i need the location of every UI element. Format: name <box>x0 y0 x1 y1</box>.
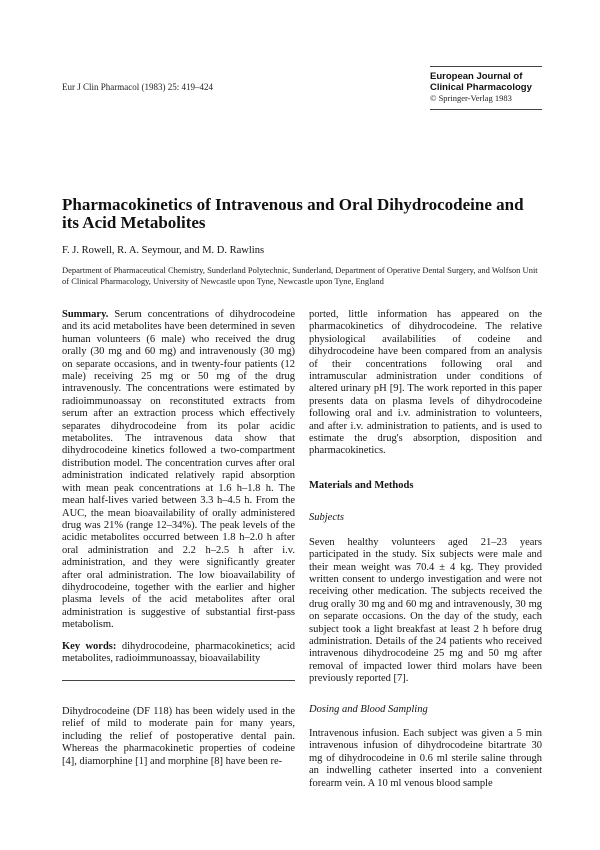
journal-masthead <box>430 66 542 110</box>
summary-text: Serum concentrations of dihydrocodeine and its acid metabolites have been determined in seven human volunteers (6 male) who received the drug orally (30 mg and 60 mg) and intravenously (30 mg) on separate occasions, and in twenty-four patients (12 male) receiving 25 mg or 50 mg of the drug intravenously. The concentrations were estimated by radioimmunoassay on reconstituted extracts from serum after an extraction process which effectively separates dihydrocodeine from its polar acidic metabolites. The intravenous data show that dihydrocodeine kinetics followed a two-compartment distribution model. The concentration curves after oral administration indicated relatively rapid absorption with mean peak concentrations at 1.6 h–1.8 h. The mean half-lives varied between 3.3 h–4.5 h. From the AUC, the mean bioavailability of orally administered drug was 21% (range 12–34%). The peak levels of the acidic metabolites occurred between 1.8 h–2.0 h after oral administration and 2.2 h–2.5 h after i.v. administration, and they were significantly greater after oral administration. The low bioavailability of dihydrocodeine, together with the earlier and higher plasma levels of the acid metabolites after oral administration is suggestive of substantial first-pass metabolism. <box>62 309 296 631</box>
intro-continuation: ported, little information has appeared on the pharmacokinetics of dihydrocodeine. The relative physiological availabilities of codeine and dihydrocodeine have been compared from an analysis of their concentrations following oral and intramuscular administration under conditions of altered urinary pH [9]. The work reported in this paper presents data on plasma levels of dihydrocodeine following oral and i.v. administration to volunteers, and after i.v. administration to patients, and is used to estimate the drug's absorption, disposition and pharmacokinetics. <box>309 309 542 457</box>
intro-left-column <box>62 706 295 768</box>
keywords-text: dihydrocodeine, pharmacokinetics; acid metabolites, radioimmunoassay, bioavailability <box>62 640 296 664</box>
keywords-label: Key words: <box>62 640 117 652</box>
subjects-heading: Subjects <box>309 512 344 524</box>
intro-paragraph: Dihydrocodeine (DF 118) has been widely used in the relief of mild to moderate pain for many years, including the relief of postoperative dental pain. Whereas the pharmacokinetic properties of codeine [4], diamorphine [1] and morphine [8] have been re- <box>62 706 295 767</box>
dosing-paragraph: Intravenous infusion. Each subject was given a 5 min intravenous infusion of dihydrocodeine bitartrate 30 mg of dihydrocodeine in 0.6 ml sterile saline through an indwelling catheter inserted into a convenient forearm vein. A 10 ml venous blood sample <box>309 727 542 789</box>
column-divider <box>62 680 295 681</box>
article-authors: F. J. Rowell, R. A. Seymour, and M. D. Rawlins <box>62 245 265 256</box>
right-column <box>309 309 542 790</box>
author-affiliation: Department of Pharmaceutical Chemistry, Sunderland Polytechnic, Sunderland, Department of Operative Dental Surgery, and Wolfson Unit of Clinical Pharmacology, University of Newcastle upon Tyne, Newcastle upon Tyne, England <box>62 265 538 286</box>
summary-paragraph <box>62 309 295 632</box>
summary-label: Summary. <box>62 309 109 320</box>
journal-citation: Eur J Clin Pharmacol (1983) 25: 419–424 <box>62 82 213 92</box>
dosing-heading: Dosing and Blood Sampling <box>309 703 428 715</box>
journal-name-line2: Clinical Pharmacology <box>430 82 532 93</box>
copyright-notice: © Springer-Verlag 1983 <box>430 93 512 103</box>
subjects-paragraph: Seven healthy volunteers aged 21–23 years participated in the study. Six subjects were male and their mean weight was 70.4 ± 4 kg. They provided written consent to undergo investigation and were not receiving other medication. The subjects received the drug orally 30 mg and 60 mg and intravenously, 30 mg on separate occasions. On the day of the study, each subject took a light breakfast at least 2 h before drug administration. Details of the 24 patients who received intravenous dihydrocodeine 25 mg and 50 mg after removal of impacted lower third molars have been previously reported [7]. <box>309 536 542 685</box>
journal-name-line1: European Journal of <box>430 71 523 82</box>
summary-column <box>62 309 295 665</box>
methods-heading: Materials and Methods <box>309 479 414 491</box>
article-title: Pharmacokinetics of Intravenous and Oral Dihydrocodeine and its Acid Metabolites <box>62 195 524 232</box>
keywords-paragraph <box>62 641 295 666</box>
